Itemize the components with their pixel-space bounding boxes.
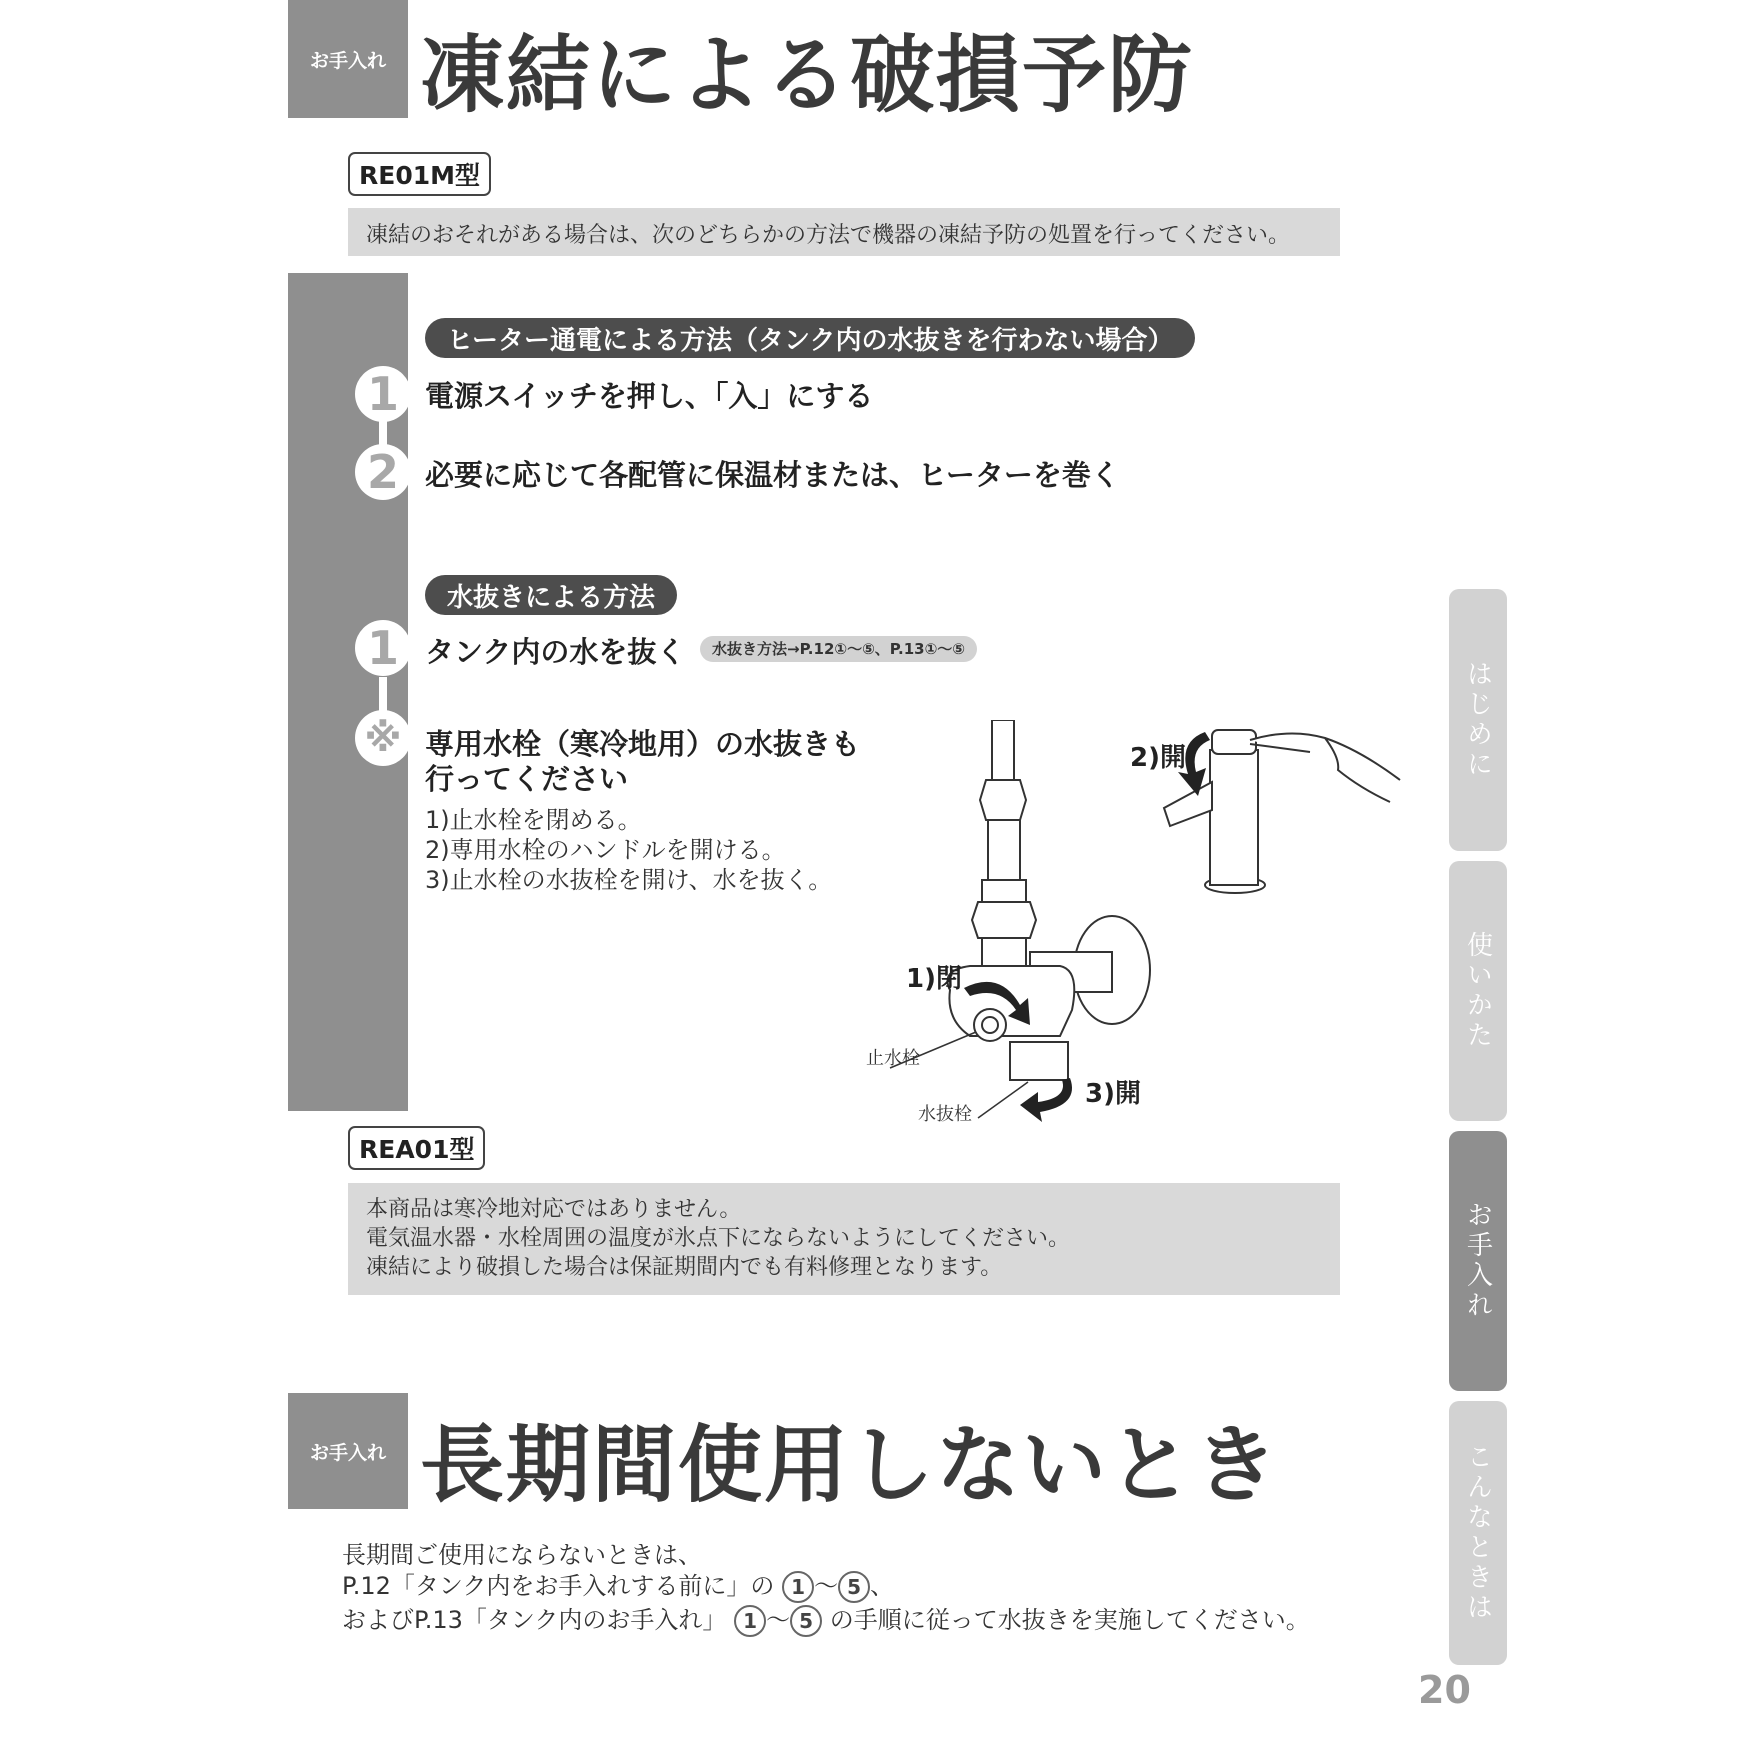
step-number: 1 (355, 366, 411, 422)
method-label: ヒーター通電による方法（タンク内の水抜きを行わない場合） (425, 318, 1195, 358)
method-label: 水抜きによる方法 (425, 575, 677, 615)
notice-box (348, 1183, 1340, 1295)
body-line: P.12「タンク内をお手入れする前に」の 1 〜 5 、 (342, 1566, 894, 1603)
side-tab-tsukaikata[interactable]: 使いかた (1449, 861, 1507, 1121)
notice-line: 本商品は寒冷地対応ではありません。 (366, 1197, 742, 1222)
step-ref-circle: 5 (790, 1605, 822, 1637)
section-title: 凍結による破損予防 (420, 26, 1195, 124)
label-drain-plug: 水抜栓 (918, 1104, 972, 1125)
section-title: 長期間使用しないとき (420, 1416, 1281, 1514)
label-stop-valve: 止水栓 (866, 1048, 920, 1069)
note-title: 専用水栓（寒冷地用）の水抜きも (425, 727, 861, 761)
label-open-faucet: 2)開 (1130, 743, 1186, 773)
step-ref-circle: 1 (782, 1571, 814, 1603)
model-badge: RE01M型 (348, 152, 491, 196)
body-line: およびP.13「タンク内のお手入れ」 1 〜 5 の手順に従って水抜きを実施してください。 (342, 1600, 1310, 1637)
model-badge: REA01型 (348, 1126, 485, 1170)
step-number: 1 (355, 620, 411, 676)
page-number: 20 (1418, 1668, 1471, 1712)
leader-line (978, 1082, 1028, 1118)
step-number: 2 (355, 444, 411, 500)
faucet-illustration (1150, 710, 1410, 910)
label-close: 1)閉 (906, 964, 962, 994)
substep: 2)専用水栓のハンドルを開ける。 (425, 836, 786, 864)
note-title: 行ってください (425, 762, 629, 796)
label-open-drain: 3)開 (1085, 1079, 1141, 1109)
notice-box: 凍結のおそれがある場合は、次のどちらかの方法で機器の凍結予防の処置を行ってください。 (348, 208, 1340, 256)
section-tab: お手入れ (288, 0, 408, 118)
section-tab: お手入れ (288, 1393, 408, 1509)
notice-line: 電気温水器・水栓周囲の温度が氷点下にならないようにしてください。 (366, 1226, 1071, 1251)
page-reference: 水抜き方法→P.12①〜⑤、P.13①〜⑤ (700, 636, 977, 662)
side-tab-oteire[interactable]: お手入れ (1449, 1131, 1507, 1391)
side-tab-hajimeni[interactable]: はじめに (1449, 589, 1507, 851)
side-tab-konnatokiwa[interactable]: こんなときは (1449, 1401, 1507, 1665)
body-line: 長期間ご使用にならないときは、 (342, 1541, 702, 1569)
step-ref-circle: 5 (838, 1571, 870, 1603)
note-mark-icon: ※ (355, 710, 411, 766)
substep: 1)止水栓を閉める。 (425, 806, 642, 834)
step-text: 必要に応じて各配管に保温材または、ヒーターを巻く (425, 458, 1120, 492)
step-ref-circle: 1 (734, 1605, 766, 1637)
notice-line: 凍結により破損した場合は保証期間内でも有料修理となります。 (366, 1255, 1003, 1280)
step-text: 電源スイッチを押し、「入」にする (425, 379, 874, 413)
substep: 3)止水栓の水抜栓を開け、水を抜く。 (425, 866, 833, 894)
step-text: タンク内の水を抜く (425, 635, 686, 669)
